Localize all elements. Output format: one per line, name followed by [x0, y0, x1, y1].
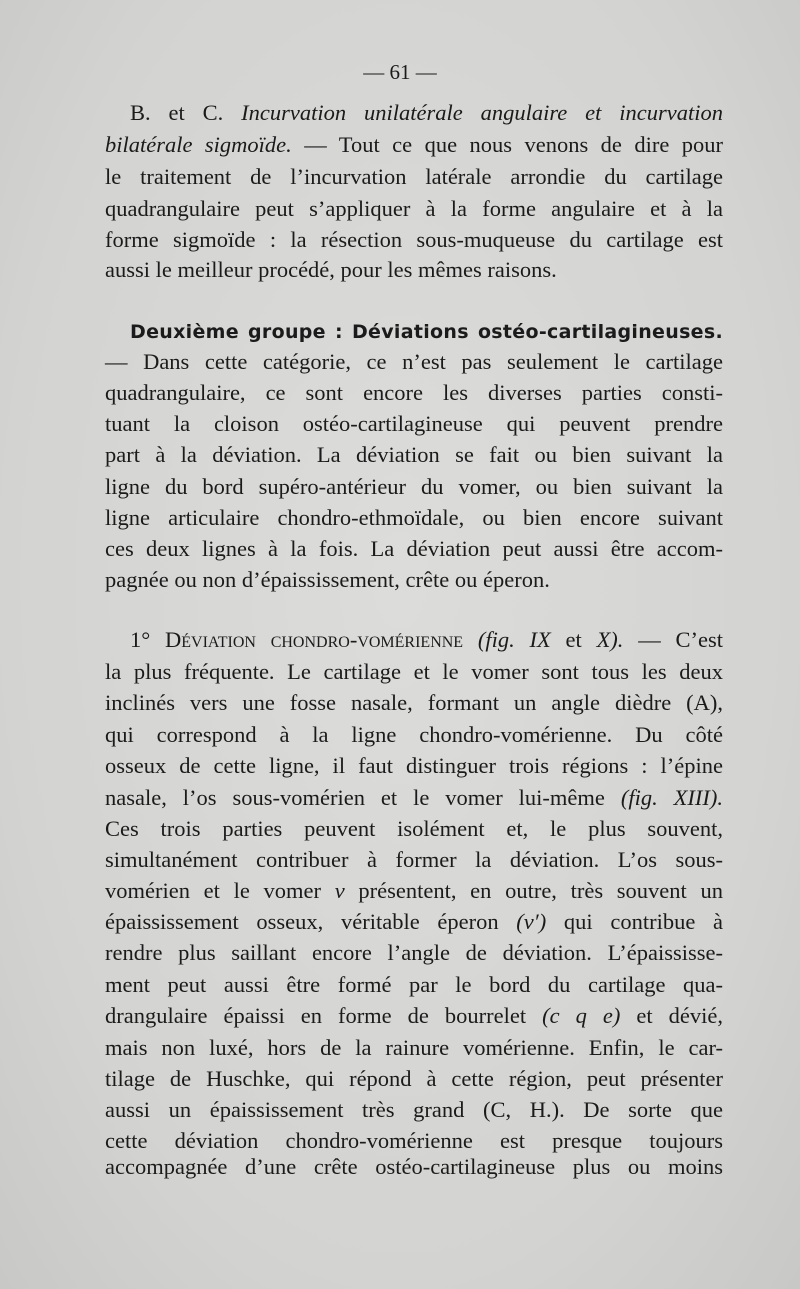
text-line	[105, 783, 723, 813]
text-segment: (v′)	[516, 909, 547, 934]
subsection-heading: Déviation chondro-vomérienne	[165, 627, 464, 652]
text-segment: aussi un épaississement très grand (C, H.). De sorte que	[105, 1097, 723, 1122]
text-line	[105, 1152, 723, 1182]
text-segment: X).	[596, 627, 624, 652]
text-segment: qui correspond à la ligne chondro-vomérienne. Du côté	[105, 722, 723, 747]
text-segment: drangulaire épaissi en forme de bourrelet	[105, 1003, 543, 1028]
text-line	[105, 1095, 723, 1125]
text-segment: B. et C.	[130, 100, 242, 125]
text-segment: (fig. XIII).	[620, 785, 723, 810]
text-line	[105, 845, 723, 875]
text-segment: nasale, l’os sous-vomérien et le vomer lui-même	[105, 785, 621, 810]
text-segment	[463, 627, 478, 652]
text-segment: bilatérale sigmoïde.	[105, 132, 292, 157]
text-line	[105, 1001, 723, 1031]
text-line	[105, 162, 723, 192]
text-segment: aussi le meilleur procédé, pour les mêmes raisons.	[105, 257, 557, 282]
text-segment: inclinés vers une fosse nasale, formant un angle dièdre (A),	[105, 690, 723, 715]
text-line	[105, 970, 723, 1000]
text-segment: — C’est	[623, 627, 723, 652]
text-segment: quadrangulaire, ce sont encore les diverses parties consti-	[105, 380, 723, 405]
text-segment: pagnée ou non d’épaississement, crête ou éperon.	[105, 567, 550, 592]
text-segment: mais non luxé, hors de la rainure vomérienne. Enfin, le car-	[105, 1035, 723, 1060]
text-line	[105, 440, 723, 470]
text-line	[105, 907, 723, 937]
text-segment: Ces trois parties peuvent isolément et, le plus souvent,	[105, 816, 723, 841]
text-segment: — Dans cette catégorie, ce n’est pas seulement le cartilage	[105, 349, 723, 374]
text-line	[105, 1033, 723, 1063]
text-line	[105, 378, 723, 408]
text-line	[105, 688, 723, 718]
text-line	[105, 657, 723, 687]
text-segment: qui contribue à	[546, 909, 723, 934]
text-line	[105, 565, 723, 595]
text-segment: le traitement de l’incurvation latérale arrondie du cartilage	[105, 164, 723, 189]
text-segment: tuant la cloison ostéo-cartilagineuse qui peuvent prendre	[105, 411, 723, 436]
text-segment: 1°	[130, 627, 166, 652]
text-line	[105, 503, 723, 533]
text-segment: simultanément contribuer à former la déviation. L’os sous-	[105, 847, 723, 872]
text-line	[105, 814, 723, 844]
text-segment: Incurvation unilatérale angulaire et incurvation	[241, 100, 723, 125]
text-line	[105, 534, 723, 564]
text-segment: ment peut aussi être formé par le bord du cartilage qua-	[105, 972, 723, 997]
text-line	[105, 255, 723, 285]
text-segment: vomérien et le vomer	[105, 878, 335, 903]
text-segment: présentent, en outre, très souvent un	[344, 878, 723, 903]
text-line	[105, 1064, 723, 1094]
text-segment: la plus fréquente. Le cartilage et le vomer sont tous les deux	[105, 659, 723, 684]
text-segment: quadrangulaire peut s’appliquer à la forme angulaire et à la	[105, 196, 723, 221]
text-line	[130, 625, 723, 655]
text-segment: cette déviation chondro-vomérienne est presque toujours	[105, 1128, 723, 1153]
text-segment: forme sigmoïde : la résection sous-muqueuse du cartilage est	[105, 227, 723, 252]
text-segment: (c q e)	[542, 1003, 621, 1028]
text-segment: tilage de Huschke, qui répond à cette région, peut présenter	[105, 1066, 723, 1091]
text-line	[130, 98, 723, 128]
text-line	[105, 194, 723, 224]
text-line	[105, 472, 723, 502]
text-line	[105, 720, 723, 750]
section-heading: Deuxième groupe : Déviations ostéo-cartilagineuses.	[130, 321, 723, 343]
text-segment: ces deux lignes à la fois. La déviation peut aussi être accom-	[105, 536, 723, 561]
text-segment: rendre plus saillant encore l’angle de déviation. L’épaississe-	[105, 940, 723, 965]
text-segment: v	[334, 878, 345, 903]
text-line	[105, 409, 723, 439]
text-segment: accompagnée d’une crête ostéo-cartilagineuse plus ou moins	[105, 1154, 723, 1179]
text-segment: et	[550, 627, 597, 652]
text-line	[105, 225, 723, 255]
text-line	[105, 751, 723, 781]
text-segment: — Tout ce que nous venons de dire pour	[291, 132, 724, 157]
text-line	[105, 130, 723, 160]
text-segment: ligne du bord supéro-antérieur du vomer, ou bien suivant la	[105, 474, 723, 499]
text-segment: et dévié,	[620, 1003, 723, 1028]
text-line	[130, 316, 723, 346]
text-line	[105, 347, 723, 377]
text-segment: ligne articulaire chondro-ethmoïdale, ou bien encore suivant	[105, 505, 723, 530]
text-segment: (fig. IX	[477, 627, 551, 652]
text-segment: osseux de cette ligne, il faut distinguer trois régions : l’épine	[105, 753, 723, 778]
page-number: — 61 —	[363, 60, 437, 84]
text-segment: épaississement osseux, véritable éperon	[105, 909, 517, 934]
text-line	[105, 876, 723, 906]
text-line	[105, 938, 723, 968]
text-segment: part à la déviation. La déviation se fait ou bien suivant la	[105, 442, 723, 467]
